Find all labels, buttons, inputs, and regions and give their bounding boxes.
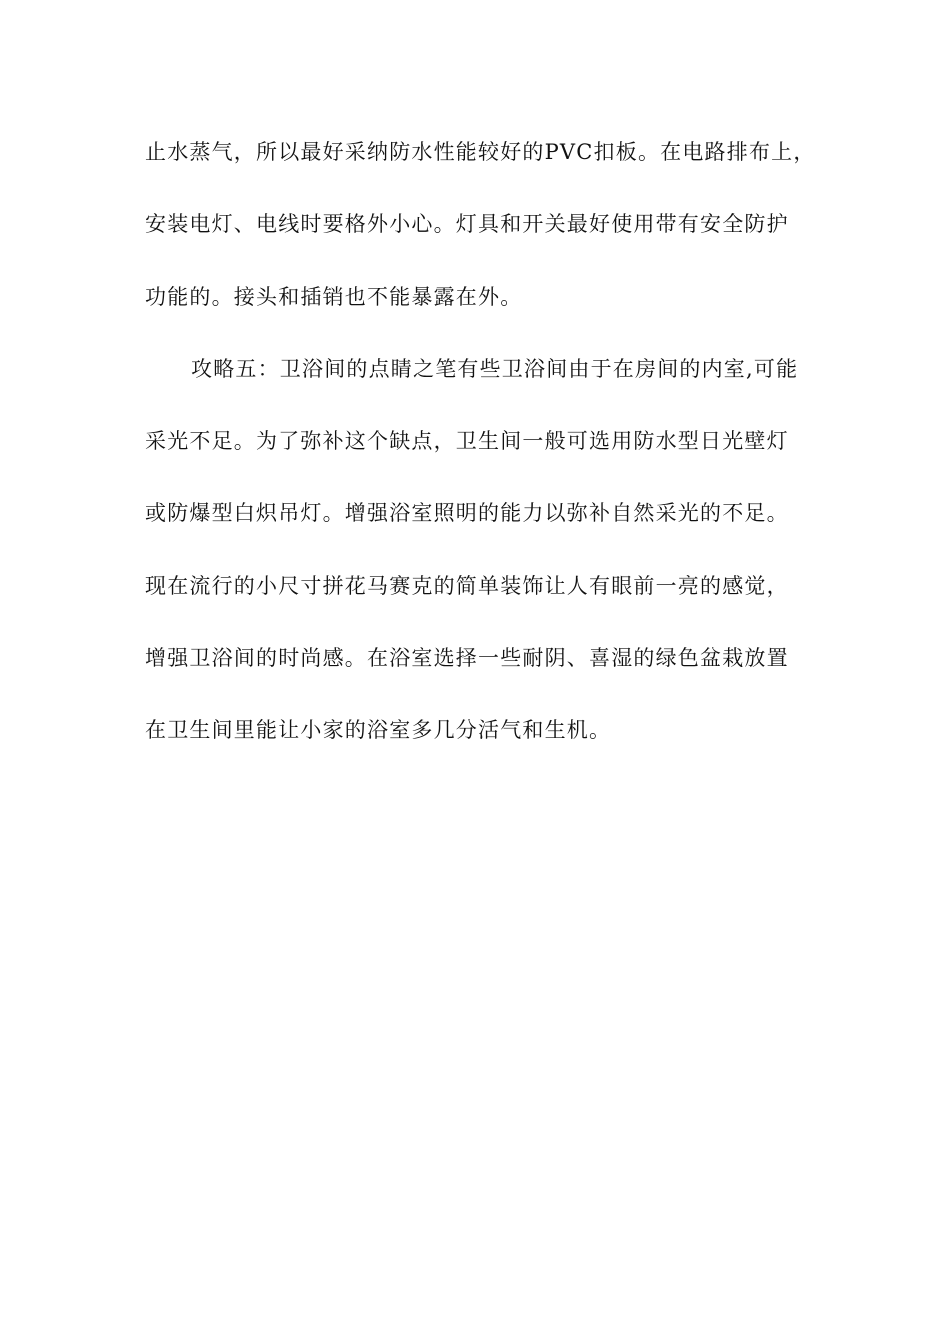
paragraph-start-line: 攻略五：卫浴间的点睛之笔有些卫浴间由于在房间的内室,可能 (191, 356, 799, 381)
text-line: 功能的。接头和插销也不能暴露在外。 (145, 284, 523, 309)
body-text (145, 128, 815, 779)
text-line: 增强卫浴间的时尚感。在浴室选择一些耐阴、喜湿的绿色盆栽放置 (145, 646, 789, 671)
text-line: 采光不足。为了弥补这个缺点，卫生间一般可选用防水型日光壁灯 (145, 429, 789, 454)
text-line: 安装电灯、电线时要格外小心。灯具和开关最好使用带有安全防护 (145, 212, 789, 237)
text-line: 现在流行的小尺寸拼花马赛克的简单装饰让人有眼前一亮的感觉， (145, 573, 789, 598)
text-line: 止水蒸气，所以最好采纳防水性能较好的PVC扣板。在电路排布上， (145, 140, 816, 164)
text-line: 或防爆型白炽吊灯。增强浴室照明的能力以弥补自然采光的不足。 (145, 501, 789, 526)
text-line: 在卫生间里能让小家的浴室多几分活气和生机。 (145, 718, 612, 743)
